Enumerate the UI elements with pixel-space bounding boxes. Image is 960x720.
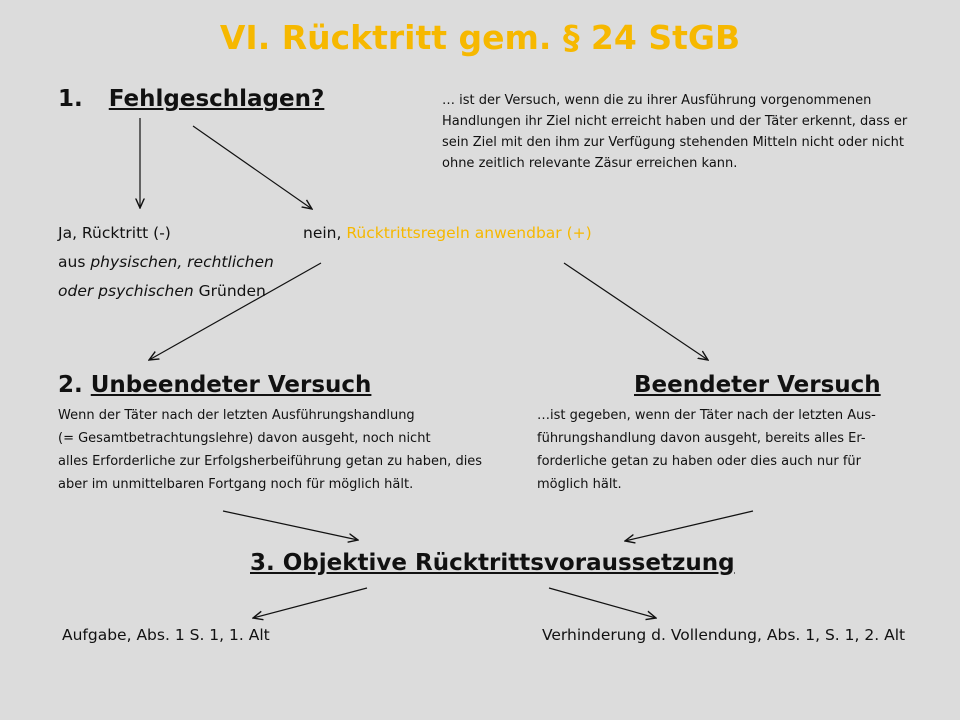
- verhinderung-option: Verhinderung d. Vollendung, Abs. 1, S. 1, 2. Alt: [542, 626, 906, 644]
- unbeendeter-line: alles Erforderliche zur Erfolgsherbeiführung getan zu haben, dies: [58, 454, 483, 469]
- definition-line: sein Ziel mit den ihm zur Verfügung stehenden Mitteln nicht oder nicht: [442, 135, 904, 150]
- beendeter-line: möglich hält.: [537, 477, 622, 492]
- no-branch-highlight: Rücktrittsregeln anwendbar (+): [346, 224, 592, 242]
- unbeendeter-line: (= Gesamtbetrachtungslehre) davon ausgeht, noch nicht: [58, 431, 431, 446]
- beendeter-versuch-title: Beendeter Versuch: [634, 372, 881, 398]
- arrow-right-to-section3: [625, 511, 753, 541]
- arrow-to-no: [193, 126, 312, 209]
- section2-number: 2.: [58, 372, 91, 398]
- beendeter-line: führungshandlung davon ausgeht, bereits alles Er-: [537, 431, 866, 446]
- no-branch-prefix: nein,: [303, 224, 347, 242]
- unbeendeter-versuch-title: Unbeendeter Versuch: [90, 372, 372, 398]
- unbeendeter-line: Wenn der Täter nach der letzten Ausführungshandlung: [58, 408, 415, 423]
- arrow-to-beendeter: [564, 263, 708, 360]
- yes-branch-prefix: aus: [58, 253, 91, 271]
- definition-line: Handlungen ihr Ziel nicht erreicht haben und der Täter erkennt, dass er: [442, 114, 908, 129]
- aufgabe-option: Aufgabe, Abs. 1 S. 1, 1. Alt: [62, 626, 270, 644]
- section3-title: 3. Objektive Rücktrittsvoraussetzung: [250, 550, 735, 576]
- definition-line: ohne zeitlich relevante Zäsur erreichen kann.: [442, 156, 738, 171]
- slide-title: VI. Rücktritt gem. § 24 StGB: [219, 18, 741, 57]
- arrow-to-aufgabe: [253, 588, 367, 618]
- beendeter-line: …ist gegeben, wenn der Täter nach der letzten Aus-: [537, 408, 876, 423]
- yes-branch-line1: Ja, Rücktritt (-): [58, 224, 171, 242]
- yes-branch-italic2: oder psychischen: [58, 282, 194, 300]
- section1-title: Fehlgeschlagen?: [108, 86, 325, 112]
- arrow-left-to-section3: [223, 511, 358, 540]
- yes-branch-suffix: Gründen: [193, 282, 266, 300]
- definition-line: … ist der Versuch, wenn die zu ihrer Ausführung vorgenommenen: [442, 93, 872, 108]
- arrow-to-unbeendeter: [149, 263, 321, 360]
- arrow-to-verhinderung: [549, 588, 656, 618]
- yes-branch-italic: physischen, rechtlichen: [90, 253, 274, 271]
- unbeendeter-line: aber im unmittelbaren Fortgang noch für möglich hält.: [58, 477, 414, 492]
- beendeter-line: forderliche getan zu haben oder dies auch nur für: [537, 454, 861, 469]
- section1-number: 1.: [58, 86, 83, 112]
